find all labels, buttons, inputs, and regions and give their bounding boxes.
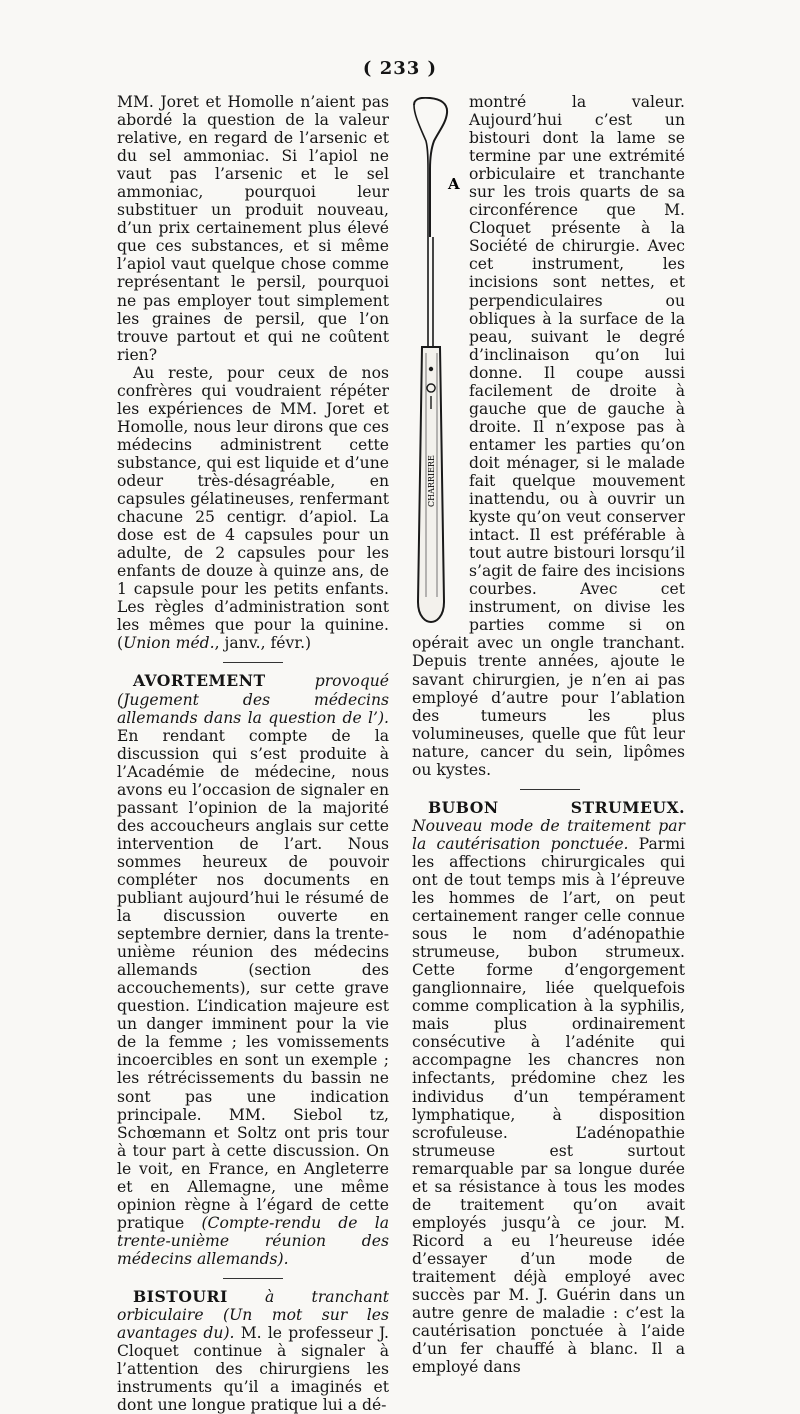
bistouri-figure — [406, 97, 463, 625]
citation-date: , janv., févr.) — [214, 634, 312, 653]
entry-heading-avortement: AVORTEMENT — [133, 671, 266, 691]
citation-compte-rendu: (Compte-rendu de la trente-unième réunion des médecins allemands). — [117, 1213, 389, 1268]
section-divider — [520, 789, 580, 791]
entry-subtitle-bubon: Nouveau mode de traitement par la cautérisation ponctuée. — [412, 816, 685, 853]
left-column — [117, 93, 389, 1414]
paragraph-apiol-intro: MM. Joret et Homolle n’aient pas abordé la question de la valeur relative, en regard de l’arsenic et du sel ammoniac. Si l’apiol ne vaut pas l’arsenic et le sel ammoniac, pourquoi leur substituer un produit nouveau, d’un prix certainement plus élevé que ces substances, et si même l’apiol vaut quelque chose comme représentant le persil, pourquoi ne pas employer tout simplement les graines de persil, que l’on trouve partout et qui ne coûtent rien? — [117, 93, 389, 364]
entry-bistouri — [117, 1288, 389, 1414]
paragraph-apiol-dosage — [117, 364, 389, 653]
entry-avortement — [117, 672, 389, 1268]
page-number: ( 233 ) — [362, 58, 438, 79]
entry-heading-bubon: BUBON STRUMEUX. — [428, 797, 685, 817]
entry-bubon — [412, 799, 685, 1377]
entry-subtitle-bistouri: à tranchant orbiculaire (Un mot sur les avantages du). — [117, 1288, 389, 1343]
paragraph-bistouri-continued — [412, 93, 685, 779]
entry-body-bubon: Parmi les affections chirurgicales qui ont de tout temps mis à l’épreuve les hommes de l’art, on peut certainement ranger celle connue sous le nom d’adénopathie strumeuse, bubon strumeux. Cette forme d’engorgement ganglionnaire, liée quelquefois comme complication à la syphilis, mais plus ordinairement consécutive à l’adénite qui accompagne les chancres non infectants, prédomine chez les individus d’un tempérament lymphatique, à disposition scrofuleuse. L’adénopathie strumeuse est surtout remarquable par sa longue durée et sa résistance à tous les modes de traitement qu’on avait employés jusqu’à ce jour. M. Ricord a eu l’heureuse idée d’essayer d’un mode de traitement déjà employé avec succès par M. J. Guérin dans un autre genre de maladie : c’est la cautérisation ponctuée à l’aide d’un fer chauffé à blanc. Il a employé dans — [412, 834, 685, 1377]
citation-union-med: Union méd. — [123, 634, 215, 653]
right-column — [412, 93, 685, 1376]
entry-body-bistouri: M. le professeur J. Cloquet continue à signaler à l’attention des chirurgiens les instruments qu’il a imaginés et dont une longue pratique lui a dé- — [117, 1324, 389, 1414]
maker-stamp: CHARRIERE — [427, 455, 436, 507]
figure-label: A — [448, 175, 460, 193]
section-divider — [223, 1278, 283, 1280]
entry-heading-bistouri: BISTOURI — [133, 1287, 228, 1306]
entry-body-avortement: En rendant compte de la discussion qui s’est produite à l’Académie de médecine, nous avons eu l’occasion de signaler en passant l’opinion de la majorité des accoucheurs anglais sur cette intervention de l’art. Nous sommes heureux de pouvoir compléter nos documents en publiant aujourd’hui le résumé de la discussion ouverte en septembre dernier, dans la trente-unième réunion des médecins allemands (section des accouchements), sur cette grave question. L’indication majeure est un danger imminent pour la vie de la femme ; les vomissements incoercibles en sont un exemple ; les rétrécissements du bassin ne sont pas une indication principale. MM. Siebol tz, Schœmann et Soltz ont pris tour à tour part à cette discussion. On le voit, en France, en Angleterre et en Allemagne, une même opinion règne à l’égard de cette pratique — [117, 726, 389, 1232]
dosage-text: Au reste, pour ceux de nos confrères qui voudraient répéter les expériences de MM. Joret et Homolle, nous leur dirons que ces médecins administrent cette substance, qui est liquide et d’une odeur très-désagréable, en capsules gélatineuses, renfermant chacune 25 centigr. d’apiol. La dose est de 4 capsules pour un adulte, de 2 capsules pour les enfants de douze à quinze ans, de 1 capsule pour les petits enfants. Les règles d’administration sont les mêmes que pour la quinine. ( — [117, 363, 390, 653]
entry-subtitle-avortement: provoqué (Jugement des médecins allemands dans la question de l’). — [117, 672, 389, 727]
section-divider — [223, 662, 283, 664]
paragraph-bistouri-text: montré la valeur. Aujourd’hui c’est un bistouri dont la lame se termine par une extrémité orbiculaire et tranchante sur les trois quarts de sa circonférence que M. Cloquet présente à la Société de chirurgie. Avec cet instrument, les incisions sont nettes, et perpendiculaires ou obliques à la surface de la peau, suivant le degré d’inclinaison qu’on lui donne. Il coupe aussi facilement de droite à gauche que de gauche à droite. Il n’expose pas à entamer les parties qu’on doit ménager, si le malade fait quelque mouvement inattendu, ou à ouvrir un kyste qu’on veut conserver intact. Il est préférable à tout autre bistouri lorsqu’il s’agit de faire des incisions courbes. Avec cet instrument, on divise les parties comme si on opérait avec un ongle tranchant. Depuis trente années, ajoute le savant chirurgien, je n’en ai pas employé d’autre pour l’ablation des tumeurs les plus volumineuses, quelle que fût leur nature, cancer du sein, lipômes ou kystes. — [412, 93, 685, 779]
scalpel-illustration-icon — [406, 97, 463, 625]
